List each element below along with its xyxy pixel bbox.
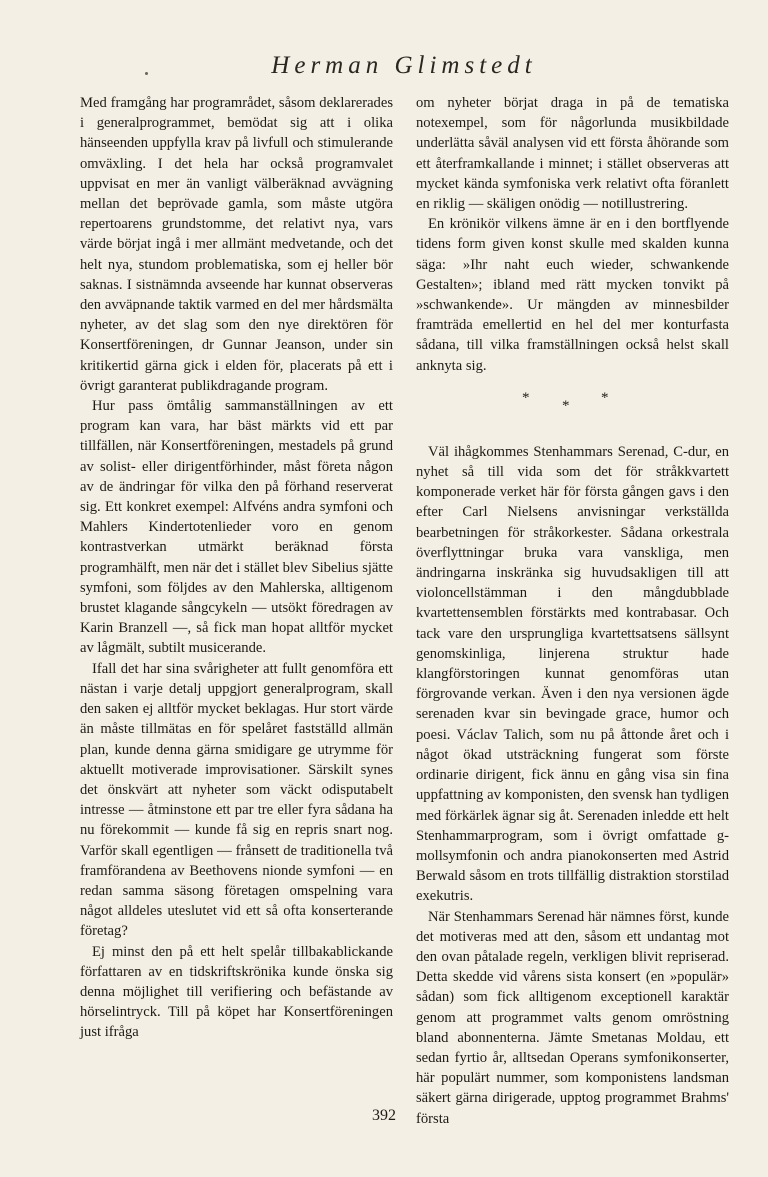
right-paragraph-4: När Stenhammars Serenad här nämnes först, kunde det motiveras med att den, såsom ett undantag mot den ovan påtalade regeln, verkligen blivit repriserad. Detta skedde vid vårens sista konsert (en »populär» sådan) som fick alltigenom exceptionell karaktär genom att programmet valts genom omröstning bland abonnenterna. Jämte Smetanas Moldau, ett sedan fyrtio år, alltsedan Operans symfonikonserter, här populärt nummer, som komponistens landsman säkert gärna dirigerade, upptog programmet Brahms' första xyxy=(416,908,729,1127)
right-paragraph-2: En krönikör vilkens ämne är en i den bortflyende tidens form given konst skulle med skalden kunna säga: »Ihr naht euch wieder, schwankende Gestalten»; ibland med rätt mycken tonvikt på »schwankende». Ur mängden av minnesbilder framträda emellertid en hel del mer konturfasta sådana, till vilka framställningen också helst skall anknyta sig. xyxy=(416,216,729,374)
left-paragraph-4: Ej minst den på ett helt spelår tillbakablickande författaren av en tidskriftskrönika kunde önska sig denna möjlighet till verifiering och befästande av hörselintryck. Till på köpet har Konsertföreningen just ifråga xyxy=(80,943,393,1041)
page-number: 392 xyxy=(372,1107,396,1124)
section-break-star: * xyxy=(522,389,530,406)
right-paragraph-3: Väl ihågkommes Stenhammars Serenad, C-dur, en nyhet så till vida som det för stråkkvartett komponerade verket här för första gången gavs i den efter Carl Nielsens anvisningar verkställda bearbetningen för stråkorkester. Sådana orkestrala överflyttningar bruka vara vanskliga, men ändringarna inskränka sig huvudsakligen till att violoncellstämman i den mångdubblade kvartettensemblen förstärkts med kontrabasar. Och tack vare den ursprungliga kvartettsatsens sällsynt genomskinliga, linjerena struktur hade klangförstoringen kunnat genomföras utan förgrovande verkan. Även i den nya versionen ägde serenaden kvar sin bevingade grace, humor och poesi. Václav Talich, som nu på åttonde året och i något ökad utsträckning fungerat som förste ordinarie dirigent, fick ännu en gång visa sin fina uppfattning av komponisten, den svensk han tydligen med förkärlek ägnar sig åt. Serenaden inledde ett helt Stenhammarprogram, som i övrigt omfattade g-mollsymfonin och andra pianokonserten med Astrid Berwald såsom en trots tillfällig distraktion storstilad exekutris. xyxy=(416,443,729,905)
left-column xyxy=(80,93,393,1043)
right-column xyxy=(416,93,729,1129)
section-break-star: * xyxy=(562,397,570,414)
section-break-star: * xyxy=(601,389,609,406)
left-paragraph-1: Med framgång har programrådet, såsom deklarerades i generalprogrammet, bemödat sig att i olika hänseenden uppfylla krav på livfull och stimulerande omväxling. I det hela har också programvalet uppvisat en mer än vanligt välberäknad avvägning mellan det beprövade gamla, som måste utgöra repertoarens grundstomme, det relativt nya, vars värde börjat ingå i mer allmänt medvetande, och det helt nya, stundom problematiska, som ej heller bör saknas. I sistnämnda avseende har kunnat observeras den avväpnande taktik varmed en del mer hårdsmälta nyheter, av det slag som den nye direktören för Konsertföreningen, dr Gunnar Jeanson, under sin kritikertid gärna gick i elden för, placerats på ett i övrigt garanterat publikdragande program. xyxy=(80,95,393,394)
section-break xyxy=(416,376,729,428)
running-header: Herman Glimstedt xyxy=(271,52,537,79)
right-paragraph-1: om nyheter börjat draga in på de tematiska notexempel, som för någorlunda musikbildade underlätta såväl analysen vid ett första åhörande som ett återframkallande i minnet; i stället observeras att mycket kända symfoniska verk relativt ofta föranlett en riklig — skäligen onödig — notillustrering. xyxy=(416,95,729,213)
speck-mark xyxy=(145,72,148,75)
left-paragraph-2: Hur pass ömtålig sammanställningen av ett program kan vara, har bäst märkts vid ett par tillfällen, när Konsertföreningen, mestadels på grund av solist- eller dirigentförhinder, måst företa någon av de ändringar för vilka den på förhand reserverat sig. Ett konkret exempel: Alfvéns andra symfoni och Mahlers Kindertotenlieder voro en genom kontrastverkan utmärkt beräknad första programhälft, men när det i stället blev Sibelius sjätte symfoni, som följdes av den Mahlerska, alltigenom brustet klagande sångcykeln — utsökt föredragen av Karin Branzell —, så fick man hopat alltför mycket av lågmält, subtilt musicerande. xyxy=(80,398,393,657)
left-paragraph-3: Ifall det har sina svårigheter att fullt genomföra ett nästan i varje detalj uppgjort generalprogram, skall den saken ej alltför mycket beklagas. Hur stort värde än måste tillmätas en för spelåret fastställd allmän plan, kunde denna gärna smidigare ge utrymme för aktuellt motiverade improvisationer. Särskilt synes det önskvärt att nyheter som väckt odisputabelt intresse — åtminstone ett par tre eller fyra sådana ha nu förekommit — kunde få sig en repris snart nog. Varför skall egentligen — frånsett de traditionella två framförandena av Beethovens nionde symfoni — en redan samma säsong företagen omspelning vara något alldeles uteslutet vid ett så ofta konserterande företag? xyxy=(80,660,393,940)
